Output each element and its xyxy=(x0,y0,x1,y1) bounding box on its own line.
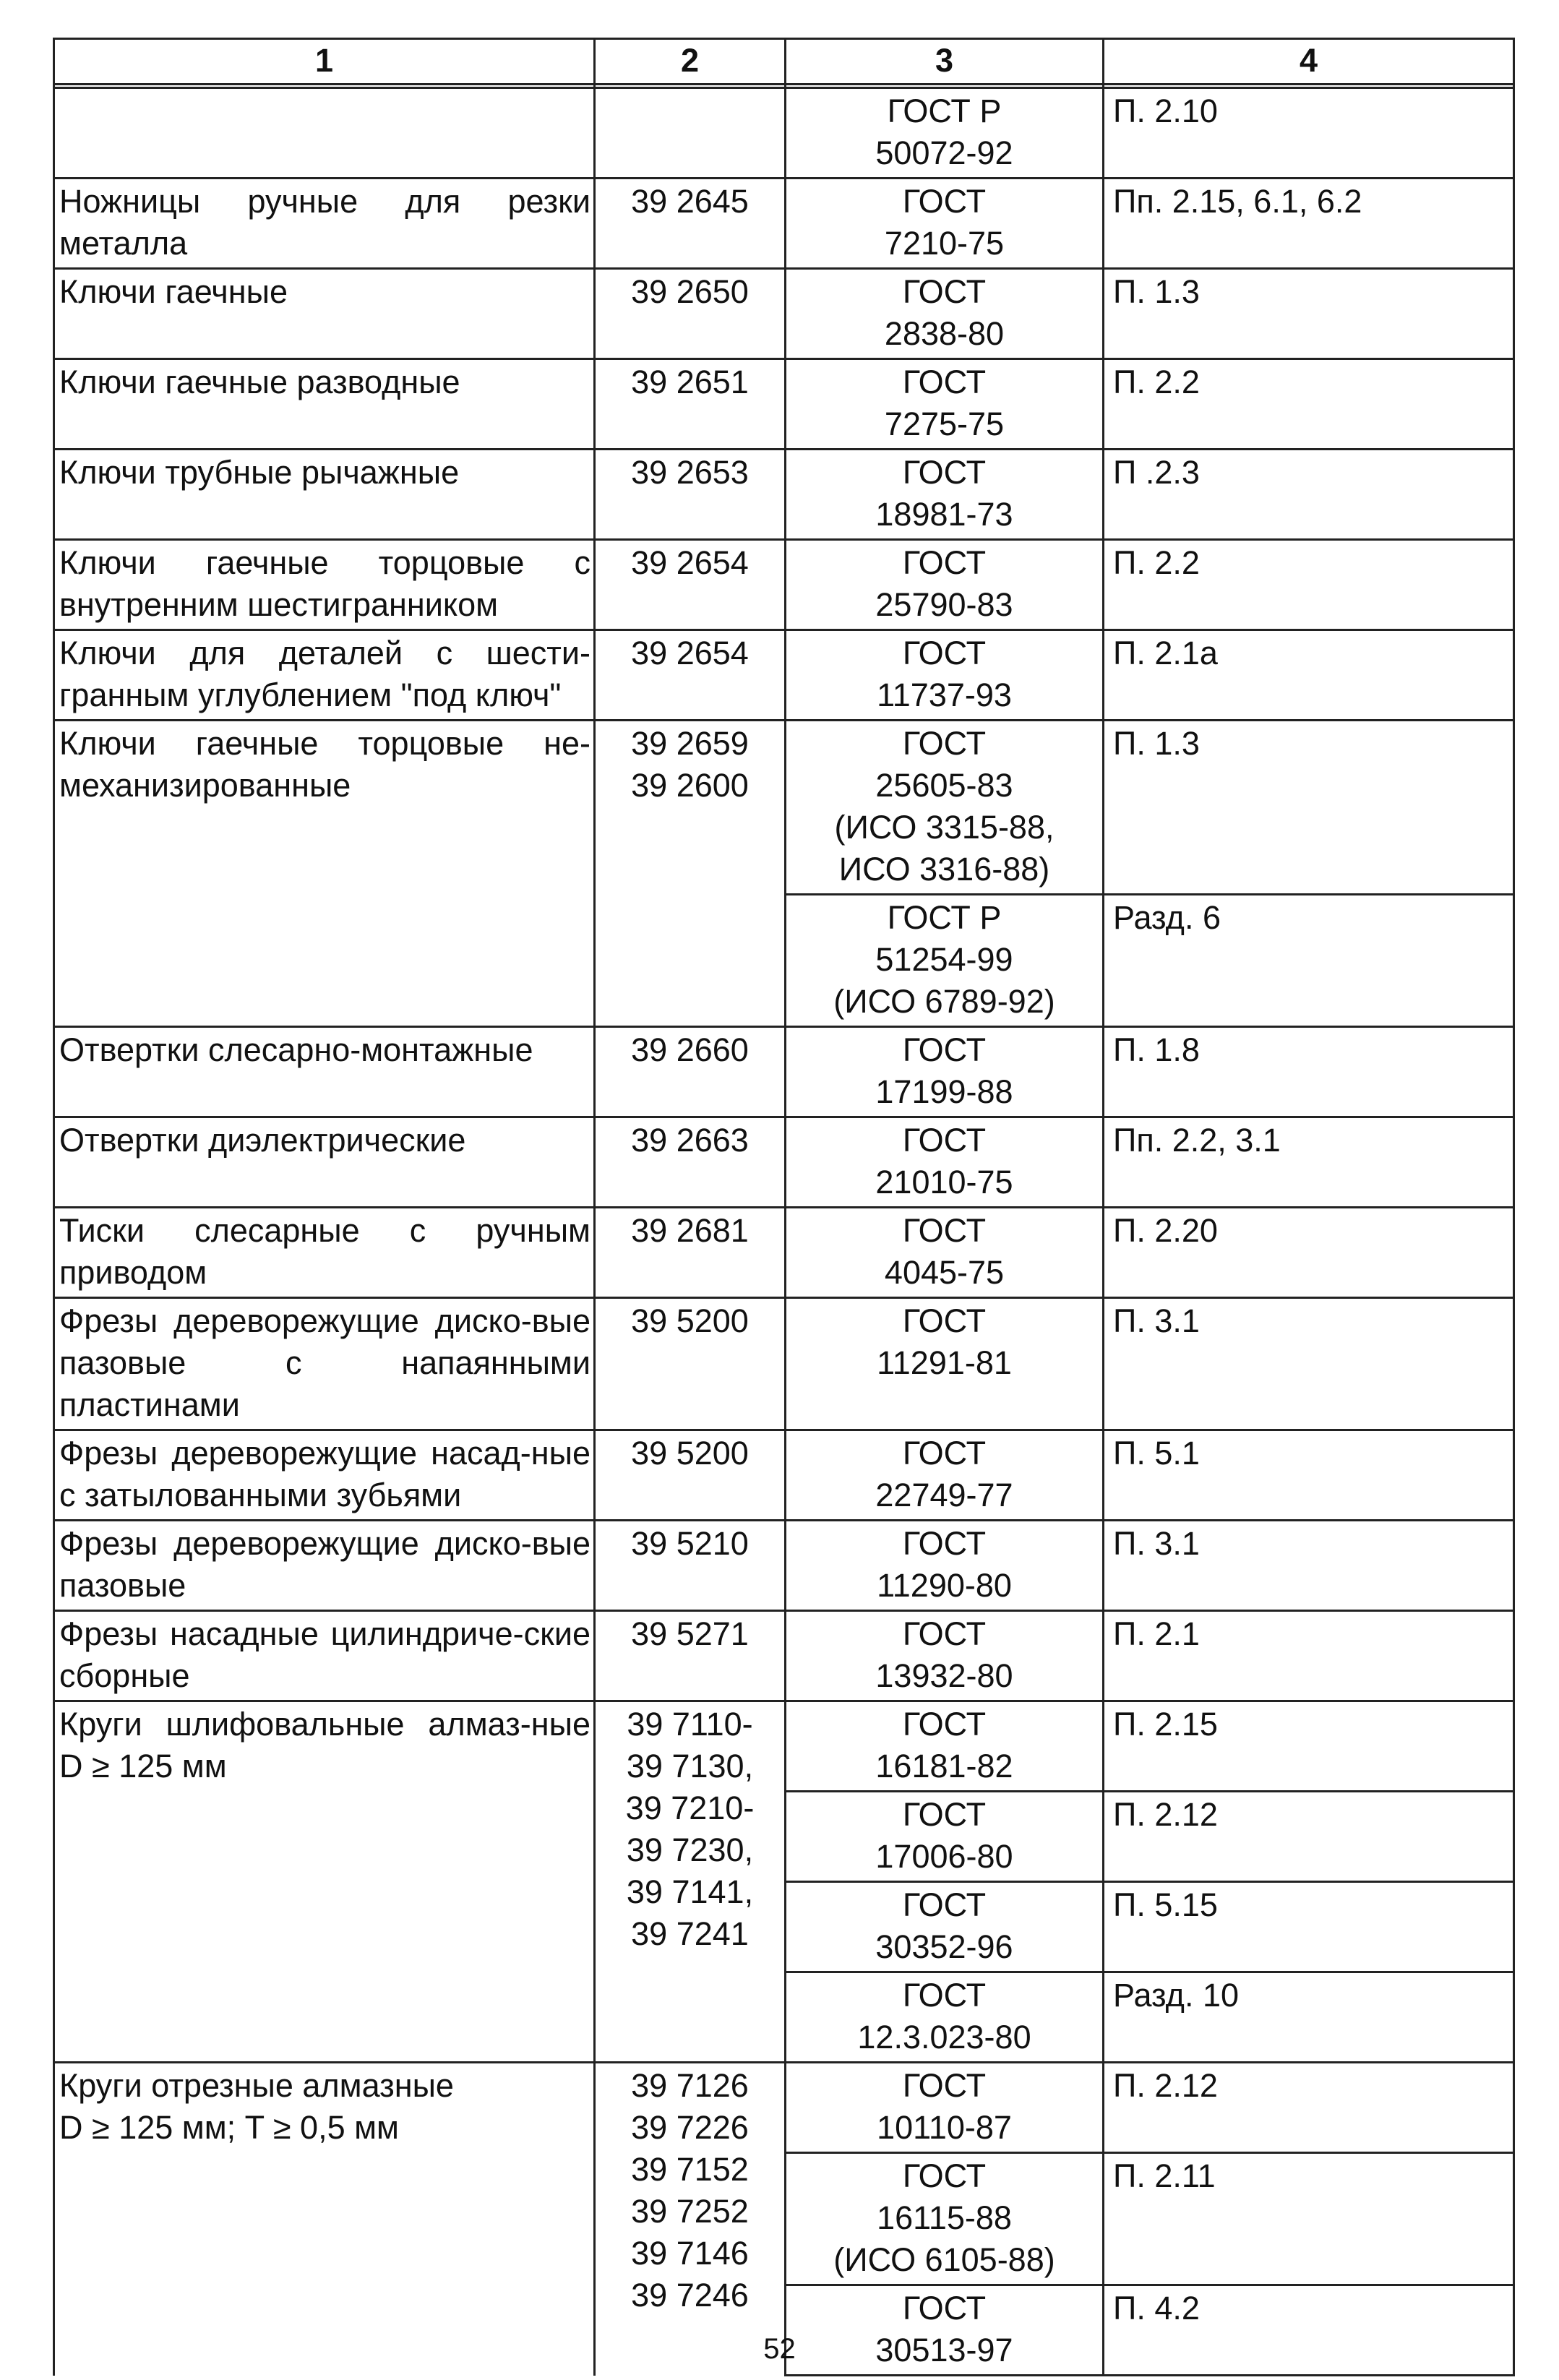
standard-cell: ГОСТ 30513-97 xyxy=(786,2285,1104,2376)
product-code-cell: 39 2654 xyxy=(595,630,786,721)
table-row xyxy=(54,88,1514,179)
product-code-cell: 39 7110- 39 7130, 39 7210- 39 7230, 39 7141, 39 7241 xyxy=(595,1701,786,2063)
clause-reference-cell: П. 2.1а xyxy=(1104,630,1514,721)
clause-reference-cell: П. 2.15 xyxy=(1104,1701,1514,1792)
header-col-2: 2 xyxy=(595,39,786,85)
clause-reference-cell: П. 2.11 xyxy=(1104,2153,1514,2285)
product-code-cell: 39 2645 xyxy=(595,179,786,269)
clause-reference-cell: П. 3.1 xyxy=(1104,1298,1514,1430)
standard-cell: ГОСТ Р 50072-92 xyxy=(786,88,1104,179)
standard-cell: ГОСТ Р 51254-99 (ИСО 6789-92) xyxy=(786,895,1104,1027)
standard-cell: ГОСТ 16181-82 xyxy=(786,1701,1104,1792)
standard-cell: ГОСТ 10110-87 xyxy=(786,2063,1104,2153)
standard-cell: ГОСТ 7275-75 xyxy=(786,359,1104,450)
product-code-cell: 39 2650 xyxy=(595,269,786,359)
standard-cell: ГОСТ 13932-80 xyxy=(786,1611,1104,1701)
product-name-cell: Отвертки слесарно-монтажные xyxy=(54,1027,595,1117)
clause-reference-cell: П. 1.8 xyxy=(1104,1027,1514,1117)
standard-cell: ГОСТ 2838-80 xyxy=(786,269,1104,359)
table-row xyxy=(54,1521,1514,1611)
clause-reference-cell: П. 1.3 xyxy=(1104,721,1514,895)
product-name-cell: Ключи гаечные торцовые не-механизированные xyxy=(54,721,595,1027)
product-name-cell: Фрезы дереворежущие диско-вые пазовые с напаянными пластинами xyxy=(54,1298,595,1430)
table-row xyxy=(54,1208,1514,1298)
table-row xyxy=(54,540,1514,630)
product-name-cell: Тиски слесарные с ручным приводом xyxy=(54,1208,595,1298)
standard-cell: ГОСТ 11737-93 xyxy=(786,630,1104,721)
standard-cell: ГОСТ 17006-80 xyxy=(786,1792,1104,1882)
table-row xyxy=(54,630,1514,721)
product-code-cell: 39 2651 xyxy=(595,359,786,450)
product-code-cell xyxy=(595,88,786,179)
product-name-cell: Фрезы дереворежущие диско-вые пазовые xyxy=(54,1521,595,1611)
product-name-cell: Ключи гаечные торцовые с внутренним шестигранником xyxy=(54,540,595,630)
table-row xyxy=(54,1027,1514,1117)
product-code-cell: 39 5210 xyxy=(595,1521,786,1611)
product-name-cell: Ключи трубные рычажные xyxy=(54,450,595,540)
page-number: 52 xyxy=(763,2333,796,2365)
product-code-cell: 39 2654 xyxy=(595,540,786,630)
clause-reference-cell: П. 2.2 xyxy=(1104,540,1514,630)
product-name-cell: Фрезы дереворежущие насад-ные с затылованными зубьями xyxy=(54,1430,595,1521)
standard-cell: ГОСТ 4045-75 xyxy=(786,1208,1104,1298)
clause-reference-cell: П. 1.3 xyxy=(1104,269,1514,359)
table-row xyxy=(54,1117,1514,1208)
table-body xyxy=(54,88,1514,2376)
table-row xyxy=(54,1430,1514,1521)
clause-reference-cell: П. 2.1 xyxy=(1104,1611,1514,1701)
product-code-cell: 39 2660 xyxy=(595,1027,786,1117)
product-name-cell: Ключи для деталей с шести-гранным углублением "под ключ" xyxy=(54,630,595,721)
header-row xyxy=(54,39,1514,85)
table-row xyxy=(54,179,1514,269)
product-name-cell: Круги шлифовальные алмаз-ные D ≥ 125 мм xyxy=(54,1701,595,2063)
product-code-cell: 39 5200 xyxy=(595,1298,786,1430)
header-col-3: 3 xyxy=(786,39,1104,85)
clause-reference-cell: Разд. 10 xyxy=(1104,1972,1514,2063)
clause-reference-cell: П. 2.2 xyxy=(1104,359,1514,450)
clause-reference-cell: Пп. 2.2, 3.1 xyxy=(1104,1117,1514,1208)
standards-table-page xyxy=(53,38,1515,2376)
standard-cell: ГОСТ 21010-75 xyxy=(786,1117,1104,1208)
table-row xyxy=(54,1611,1514,1701)
table-row xyxy=(54,269,1514,359)
standard-cell: ГОСТ 11291-81 xyxy=(786,1298,1104,1430)
product-name-cell: Ключи гаечные xyxy=(54,269,595,359)
standard-cell: ГОСТ 25605-83 (ИСО 3315-88, ИСО 3316-88) xyxy=(786,721,1104,895)
standard-cell: ГОСТ 25790-83 xyxy=(786,540,1104,630)
clause-reference-cell: П. 4.2 xyxy=(1104,2285,1514,2376)
table-row xyxy=(54,359,1514,450)
product-name-cell xyxy=(54,88,595,179)
table-row xyxy=(54,2063,1514,2153)
clause-reference-cell: П. 2.12 xyxy=(1104,2063,1514,2153)
product-name-cell: Ключи гаечные разводные xyxy=(54,359,595,450)
clause-reference-cell: П. 5.15 xyxy=(1104,1882,1514,1972)
clause-reference-cell: Разд. 6 xyxy=(1104,895,1514,1027)
standard-cell: ГОСТ 17199-88 xyxy=(786,1027,1104,1117)
product-code-cell: 39 2663 xyxy=(595,1117,786,1208)
clause-reference-cell: П. 3.1 xyxy=(1104,1521,1514,1611)
standard-cell: ГОСТ 30352-96 xyxy=(786,1882,1104,1972)
product-code-cell: 39 7126 39 7226 39 7152 39 7252 39 7146 39 7246 xyxy=(595,2063,786,2376)
product-code-cell: 39 5271 xyxy=(595,1611,786,1701)
table-row xyxy=(54,1701,1514,1792)
product-code-cell: 39 2681 xyxy=(595,1208,786,1298)
standard-cell: ГОСТ 22749-77 xyxy=(786,1430,1104,1521)
standard-cell: ГОСТ 7210-75 xyxy=(786,179,1104,269)
clause-reference-cell: П. 2.12 xyxy=(1104,1792,1514,1882)
clause-reference-cell: П .2.3 xyxy=(1104,450,1514,540)
product-name-cell: Круги отрезные алмазные D ≥ 125 мм; T ≥ 0,5 мм xyxy=(54,2063,595,2376)
table-row xyxy=(54,450,1514,540)
product-name-cell: Ножницы ручные для резки металла xyxy=(54,179,595,269)
standard-cell: ГОСТ 16115-88 (ИСО 6105-88) xyxy=(786,2153,1104,2285)
product-code-cell: 39 2659 39 2600 xyxy=(595,721,786,1027)
header-col-1: 1 xyxy=(54,39,595,85)
standard-cell: ГОСТ 11290-80 xyxy=(786,1521,1104,1611)
clause-reference-cell: Пп. 2.15, 6.1, 6.2 xyxy=(1104,179,1514,269)
clause-reference-cell: П. 5.1 xyxy=(1104,1430,1514,1521)
standard-cell: ГОСТ 12.3.023-80 xyxy=(786,1972,1104,2063)
product-name-cell: Фрезы насадные цилиндриче-ские сборные xyxy=(54,1611,595,1701)
clause-reference-cell: П. 2.20 xyxy=(1104,1208,1514,1298)
product-name-cell: Отвертки диэлектрические xyxy=(54,1117,595,1208)
table-row xyxy=(54,1298,1514,1430)
product-code-cell: 39 5200 xyxy=(595,1430,786,1521)
product-code-cell: 39 2653 xyxy=(595,450,786,540)
standard-cell: ГОСТ 18981-73 xyxy=(786,450,1104,540)
standards-table xyxy=(53,38,1515,2376)
clause-reference-cell: П. 2.10 xyxy=(1104,88,1514,179)
header-col-4: 4 xyxy=(1104,39,1514,85)
table-row xyxy=(54,721,1514,895)
